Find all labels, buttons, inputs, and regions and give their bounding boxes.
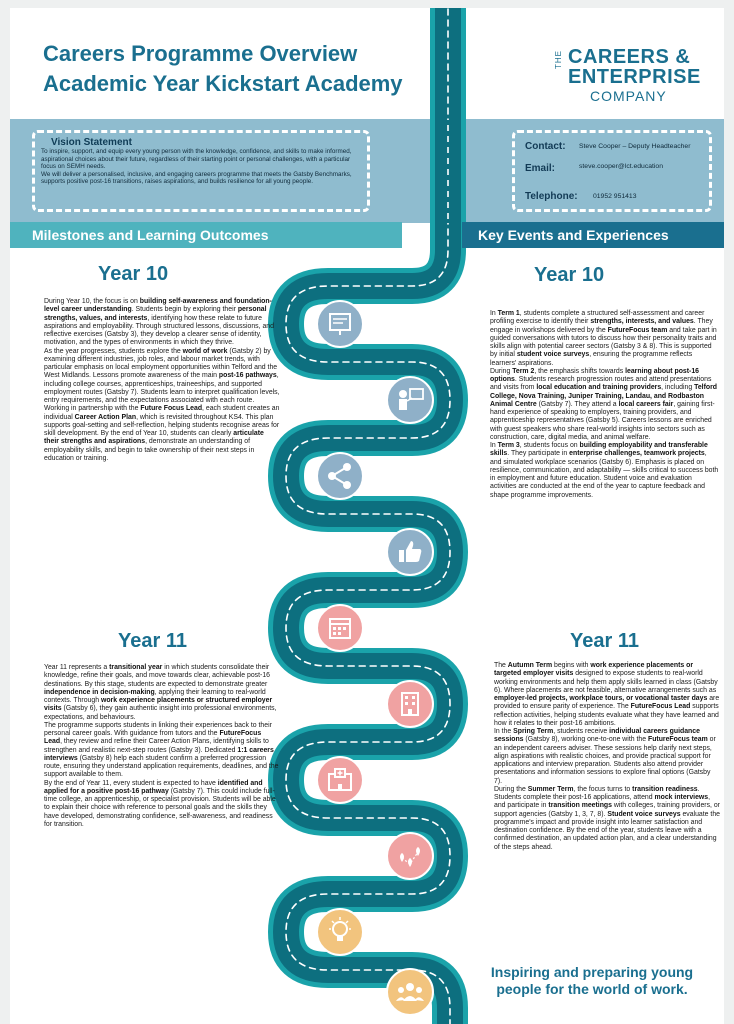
contact-box — [512, 130, 712, 212]
email-label: Email: — [525, 163, 556, 174]
email-value[interactable]: steve.cooper@lct.education — [579, 163, 663, 170]
contact-label: Contact: — [525, 141, 566, 152]
vision-text: To inspire, support, and equip every young person with the knowledge, confidence, and skills to make informed, aspirational choices about their future, regardless of their starting point or personal challenges, with a particular focus on SEMH needs. We will deliver a personalised, inclusive, and engaging careers programme that meets the Gatsby Benchmarks, supports positive post-16 transitions, raises aspirations, and builds resilience for all young people. — [41, 148, 352, 186]
contact-value: Steve Cooper – Deputy Headteacher — [579, 143, 691, 150]
page-title-line-2: Academic Year Kickstart Academy — [43, 71, 403, 96]
office-building-icon — [386, 680, 434, 728]
careers-enterprise-logo — [554, 46, 714, 118]
year-10-events-text: In Term 1, students complete a structured self-assessment and career profiling exercise to identify their strengths, interests, and values. They engage in workshops delivered by the FutureFocus team and take part in guided conversations with tutors to discuss how their personality traits and skills align with potential career sectors (Gatsby 3 & 8). This is supported by initial student voice surveys, ensuring the programme reflects learners' aspirations. During Term 2, the emphasis shifts towards learning about post-16 options. Students research progression routes and attend presentations and visits from local education and training providers, including Telford College, Nova Training, Juniper Training, Landau, and Rodbaston Animal Centre (Gatsby 7). They attend a local careers fair, gaining first-hand experience of speaking to employers, training providers, and apprenticeship representatives (Gatsby 5). Careers lessons are enriched with guest speakers who share real-world insights into sectors such as construction, care, digital media, and animal welfare. In Term 3, students focus on building employability and transferable skills. They participate in enterprise challenges, teamwork projects, and simulated workplace scenarios (Gatsby 6). Emphasis is placed on resilience, communication, and adaptability — skills critical to success both in employment and future education. Student voice and evaluation activities are conducted at the end of the year to capture feedback and shape programme improvements. — [490, 310, 719, 499]
group-icon — [386, 968, 434, 1016]
location-pins-icon — [386, 832, 434, 880]
logo-line-2: ENTERPRISE — [568, 66, 701, 88]
teacher-icon — [386, 376, 434, 424]
vision-statement-box — [32, 130, 370, 212]
year-11-milestones-text: Year 11 represents a transitional year in which students consolidate their knowledge, refine their goals, and move towards clear, achievable post-16 destinations. By this stage, students are expected to demonstrate greater independence in decision-making, applying their learning to real-world contexts. Through work experience placements or structured employer visits (Gatsby 6), they gain authentic insight into professional environments, expectations, and behaviours. The programme supports students in linking their experiences back to their personal career goals. With guidance from tutors and the FutureFocus Lead, they review and refine their Career Action Plans, identifying skills to strengthen and realistic next-step routes (Gatsby 3). Dedicated 1:1 careers interviews (Gatsby 8) help each student confirm a preferred progression route, ensuring they understand application requirements, deadlines, and the support available to them. By the end of Year 11, every student is expected to have identified and applied for a positive post-16 pathway (Gatsby 7). This could include full-time college, an apprenticeship, or specialist provision. Students will be able to explain their choice with reference to personal goals and the skills they have developed, demonstrating confidence, self-awareness, and readiness for transition. — [44, 664, 279, 828]
year-10-heading-right: Year 10 — [534, 264, 605, 286]
year-11-heading-right: Year 11 — [570, 630, 639, 652]
page-title-line-1: Careers Programme Overview — [43, 41, 358, 66]
year-11-events-text: The Autumn Term begins with work experience placements or targeted employer visits designed to expose students to real-world working environments and help them apply skills learned in class (Gatsby 6). Where placements are not feasible, alternative arrangements such as employer-led projects, workplace tours, or vocational taster days are provided to ensure parity of experience. The FutureFocus Lead supports reflection activities, helping students evaluate what they have learned and how it relates to their post-16 ambitions. In the Spring Term, students receive individual careers guidance sessions (Gatsby 8), working one-to-one with the FutureFocus team or an independent careers adviser. These sessions help clarify next steps, align aspirations with realistic choices, and provide practical support for applications and interview preparation. Students also attend provider presentations and information sessions to explore final options (Gatsby 7). During the Summer Term, the focus turns to transition readiness. Students complete their post-16 applications, attend mock interviews, and participate in transition meetings with colleges, training providers, or support agencies (Gatsby 1, 3, 7, 8). Student voice surveys evaluate the programme's impact and provide insight into learner satisfaction and destination confidence. By the end of the year, students leave with a confirmed destination, an updated action plan, and a clear understanding of the steps ahead. — [494, 662, 720, 851]
year-10-heading-left: Year 10 — [98, 263, 169, 285]
thumbs-up-icon — [386, 528, 434, 576]
logo-line-1: CAREERS & — [568, 46, 691, 68]
telephone-value[interactable]: 01952 951413 — [593, 193, 637, 200]
telephone-label: Telephone: — [525, 191, 578, 202]
year-10-milestones-text: During Year 10, the focus is on building self-awareness and foundation-level career understanding. Students begin by exploring their personal strengths, values, and interests, identifying how these relate to future aspirations and employability. Through structured lessons, discussions, and reflective exercises (Gatsby 3), they develop a clearer sense of identity, motivation, and the types of environments in which they thrive. As the year progresses, students explore the world of work (Gatsby 2) by examining different industries, job roles, and labour market trends, with particular emphasis on local employment opportunities within Telford and the West Midlands. Lessons promote awareness of the main post-16 pathways, including college courses, apprenticeships, traineeships, and supported employment routes (Gatsby 7). Students learn to interpret qualification levels, entry requirements, and the expectations associated with each route. Working in partnership with the Future Focus Lead, each student creates an individual Career Action Plan, which is revisited throughout KS4. This plan supports goal-setting and self-reflection, helping students recognise areas for skill development. By the end of Year 10, students can clearly articulate their strengths and aspirations, demonstrate an understanding of employability skills, and begin to take ownership of their next steps in education or training. — [44, 298, 280, 462]
logo-the: THE — [554, 50, 563, 69]
year-11-heading-left: Year 11 — [118, 630, 187, 652]
presentation-icon — [316, 300, 364, 348]
key-events-header: Key Events and Experiences — [462, 222, 724, 248]
hospital-icon — [316, 756, 364, 804]
lightbulb-icon — [316, 908, 364, 956]
road-top-segment — [410, 119, 480, 223]
milestones-header: Milestones and Learning Outcomes — [10, 222, 402, 248]
careers-sheet — [10, 8, 724, 1024]
tagline: Inspiring and preparing young people for the world of work. — [490, 964, 694, 997]
logo-line-3: COMPANY — [590, 88, 667, 104]
calendar-icon — [316, 604, 364, 652]
vision-title: Vision Statement — [51, 137, 132, 148]
share-icon — [316, 452, 364, 500]
